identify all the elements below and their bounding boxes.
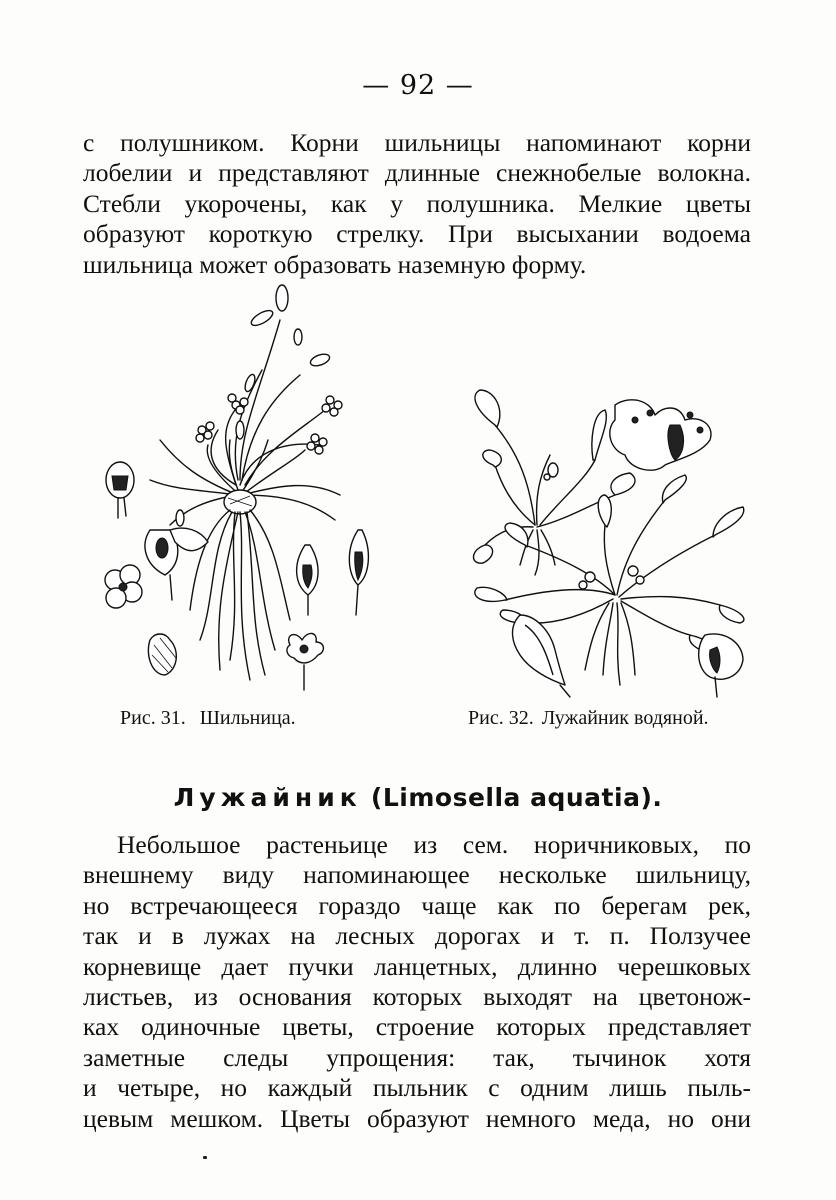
paragraph-intro: [83, 128, 751, 280]
text-line: лобелии и представляют длинные снежнобелые волокна.: [83, 158, 751, 188]
text-line: шильница может образовать наземную форму.: [83, 249, 587, 279]
figure-31-label: Рис. 31.: [120, 707, 186, 729]
text-line: заметные следы упрощения: так, тычинок хотя: [83, 1042, 751, 1072]
text-line: внешнему виду напоминающее нескольке шильницу,: [83, 860, 751, 890]
text-line: с полушником. Корни шильницы напоминают корни: [83, 128, 751, 157]
text-line: образуют короткую стрелку. При высыхании водоема: [83, 219, 751, 249]
page-number: — 92 —: [362, 70, 474, 101]
text-line: Стебли укорочены, как у полушника. Мелкие цветы: [83, 188, 751, 218]
figure-31-illustration: [90, 280, 400, 705]
figure-32-title: Лужайник водяной.: [541, 707, 709, 729]
figure-31-title: Шильница.: [199, 707, 296, 729]
text-line: цевым мешком. Цветы образуют немного меда, но они: [83, 1103, 751, 1133]
figure-32-illustration: [465, 385, 755, 700]
paragraph-limosella: [83, 830, 751, 1134]
text-line: так и в лужах на лесных дорогах и т. п. Ползучее: [83, 921, 751, 951]
text-line: листьев, из основания которых выходят на цветонож-: [83, 982, 751, 1012]
figure-31-caption: [120, 707, 296, 730]
text-line: Небольшое растеньице из сем. норичниковых, по: [117, 830, 751, 859]
ink-speck: [203, 1156, 207, 1159]
text-line: но встречающееся гораздо чаще как по берегам рек,: [83, 890, 751, 920]
section-heading-russian: Лужайник: [173, 783, 362, 812]
text-line: и четыре, но каждый пыльник с одним лишь пыль-: [83, 1073, 751, 1103]
section-heading-latin: (Limosella aquatia).: [370, 783, 663, 812]
figure-32-caption: [468, 707, 709, 730]
figure-32-label: Рис. 32.: [468, 707, 534, 729]
text-line: корневище дает пучки ланцетных, длинно черешковых: [83, 951, 751, 981]
text-line: ках одиночные цветы, строение которых представляет: [83, 1012, 751, 1042]
section-heading: [0, 783, 836, 812]
